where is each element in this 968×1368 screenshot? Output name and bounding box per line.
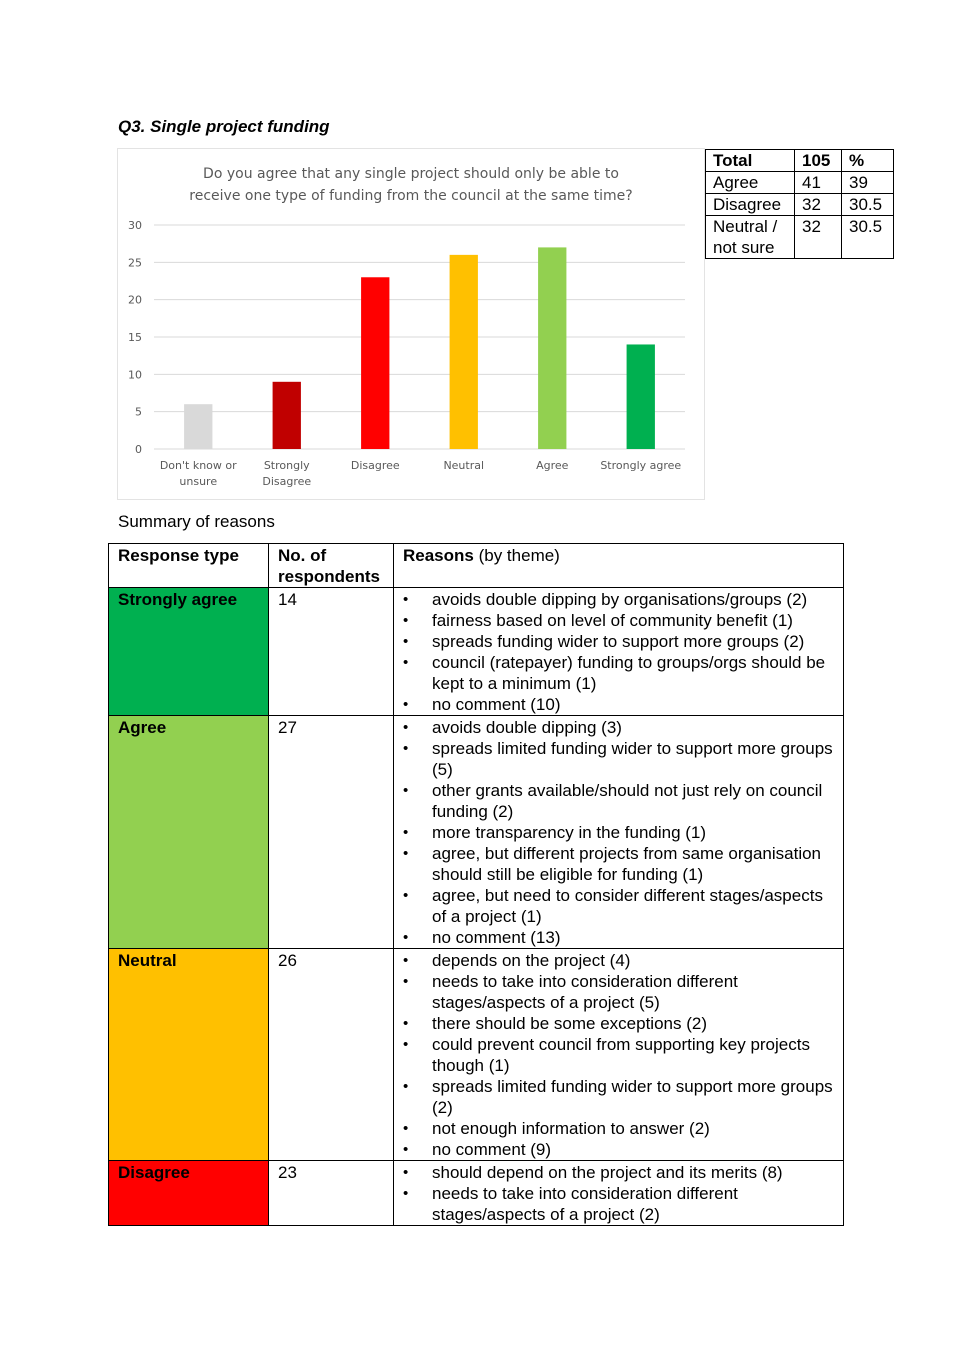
header-respondents: No. of respondents — [269, 544, 394, 588]
bar — [450, 255, 478, 449]
reasons-table — [108, 543, 844, 1226]
summary-label: Summary of reasons — [118, 512, 275, 531]
totals-table — [705, 149, 894, 259]
reason-item: • avoids double dipping (3) — [432, 717, 835, 738]
reason-item: • other grants available/should not just rely on council funding (2) — [432, 780, 835, 822]
reason-item: • fairness based on level of community benefit (1) — [432, 610, 835, 631]
totals-row-count: 41 — [795, 172, 842, 194]
bar — [538, 247, 566, 449]
x-tick-label: Strongly — [263, 459, 310, 472]
reasons-header-row — [109, 544, 844, 588]
reason-item: • no comment (9) — [432, 1139, 835, 1160]
respondents-cell: 27 — [269, 716, 394, 949]
bar — [184, 404, 212, 449]
totals-row — [706, 194, 894, 216]
totals-header-pct: % — [842, 150, 894, 172]
x-tick-label: Neutral — [443, 459, 485, 472]
bar — [627, 344, 655, 449]
reasons-row — [109, 1161, 844, 1226]
reason-item: • could prevent council from supporting key projects though (1) — [432, 1034, 835, 1076]
reasons-list — [403, 950, 835, 1160]
totals-row-pct: 39 — [842, 172, 894, 194]
section-heading: Q3. Single project funding — [118, 117, 330, 136]
totals-row-pct: 30.5 — [842, 216, 894, 259]
reasons-cell — [394, 588, 844, 716]
response-type-cell: Neutral — [109, 949, 269, 1161]
reason-item: • agree, but need to consider different stages/aspects of a project (1) — [432, 885, 835, 927]
y-tick-label: 30 — [128, 219, 142, 232]
x-tick-label: Don't know or — [159, 459, 237, 472]
y-tick-label: 0 — [135, 443, 142, 456]
reason-item: • spreads funding wider to support more groups (2) — [432, 631, 835, 652]
reason-item: • spreads limited funding wider to support more groups (5) — [432, 738, 835, 780]
reasons-cell — [394, 716, 844, 949]
y-tick-label: 5 — [135, 405, 142, 419]
reasons-list — [403, 589, 835, 715]
reasons-row — [109, 716, 844, 949]
reason-item: • no comment (10) — [432, 694, 835, 715]
reason-item: • not enough information to answer (2) — [432, 1118, 835, 1139]
reason-item: • council (ratepayer) funding to groups/orgs should be kept to a minimum (1) — [432, 652, 835, 694]
reason-item: • agree, but different projects from same organisation should still be eligible for funding (1) — [432, 843, 835, 885]
reason-item: • no comment (13) — [432, 927, 835, 948]
totals-row-count: 32 — [795, 216, 842, 259]
header-reasons-rest: (by theme) — [473, 546, 560, 565]
totals-row-label: Neutral / not sure — [706, 216, 795, 259]
totals-row-count: 32 — [795, 194, 842, 216]
reason-item: • more transparency in the funding (1) — [432, 822, 835, 843]
respondents-cell: 23 — [269, 1161, 394, 1226]
reasons-cell — [394, 949, 844, 1161]
x-tick-label: Disagree — [262, 475, 312, 488]
chart-svg — [118, 149, 704, 499]
bar-chart — [117, 148, 705, 500]
bar — [273, 382, 301, 449]
reasons-row — [109, 949, 844, 1161]
totals-row — [706, 172, 894, 194]
totals-header-row — [706, 150, 894, 172]
reasons-list — [403, 1162, 835, 1225]
response-type-cell: Disagree — [109, 1161, 269, 1226]
totals-header-label: Total — [706, 150, 795, 172]
totals-row-label: Agree — [706, 172, 795, 194]
x-tick-label: unsure — [179, 475, 218, 488]
chart-title-line: Do you agree that any single project should only be able to — [203, 166, 619, 182]
totals-row-pct: 30.5 — [842, 194, 894, 216]
reason-item: • depends on the project (4) — [432, 950, 835, 971]
x-tick-label: Strongly agree — [600, 459, 682, 472]
bar — [361, 277, 389, 449]
y-tick-label: 10 — [128, 368, 142, 382]
y-tick-label: 15 — [128, 331, 142, 344]
header-reasons — [394, 544, 844, 588]
reason-item: • there should be some exceptions (2) — [432, 1013, 835, 1034]
respondents-cell: 26 — [269, 949, 394, 1161]
response-type-cell: Agree — [109, 716, 269, 949]
y-tick-label: 20 — [128, 293, 142, 307]
y-tick-label: 25 — [128, 256, 142, 270]
header-reasons-bold: Reasons — [403, 546, 474, 565]
x-tick-label: Disagree — [350, 459, 400, 472]
reasons-row — [109, 588, 844, 716]
reason-item: • needs to take into consideration different stages/aspects of a project (2) — [432, 1183, 835, 1225]
reasons-cell — [394, 1161, 844, 1226]
reason-item: • spreads limited funding wider to support more groups (2) — [432, 1076, 835, 1118]
totals-row — [706, 216, 894, 259]
reasons-list — [403, 717, 835, 948]
reason-item: • avoids double dipping by organisations/groups (2) — [432, 589, 835, 610]
totals-row-label: Disagree — [706, 194, 795, 216]
respondents-cell: 14 — [269, 588, 394, 716]
reason-item: • should depend on the project and its merits (8) — [432, 1162, 835, 1183]
response-type-cell: Strongly agree — [109, 588, 269, 716]
totals-header-count: 105 — [795, 150, 842, 172]
reason-item: • needs to take into consideration different stages/aspects of a project (5) — [432, 971, 835, 1013]
header-response-type: Response type — [109, 544, 269, 588]
x-tick-label: Agree — [536, 459, 569, 472]
chart-title-line: receive one type of funding from the council at the same time? — [189, 188, 633, 204]
